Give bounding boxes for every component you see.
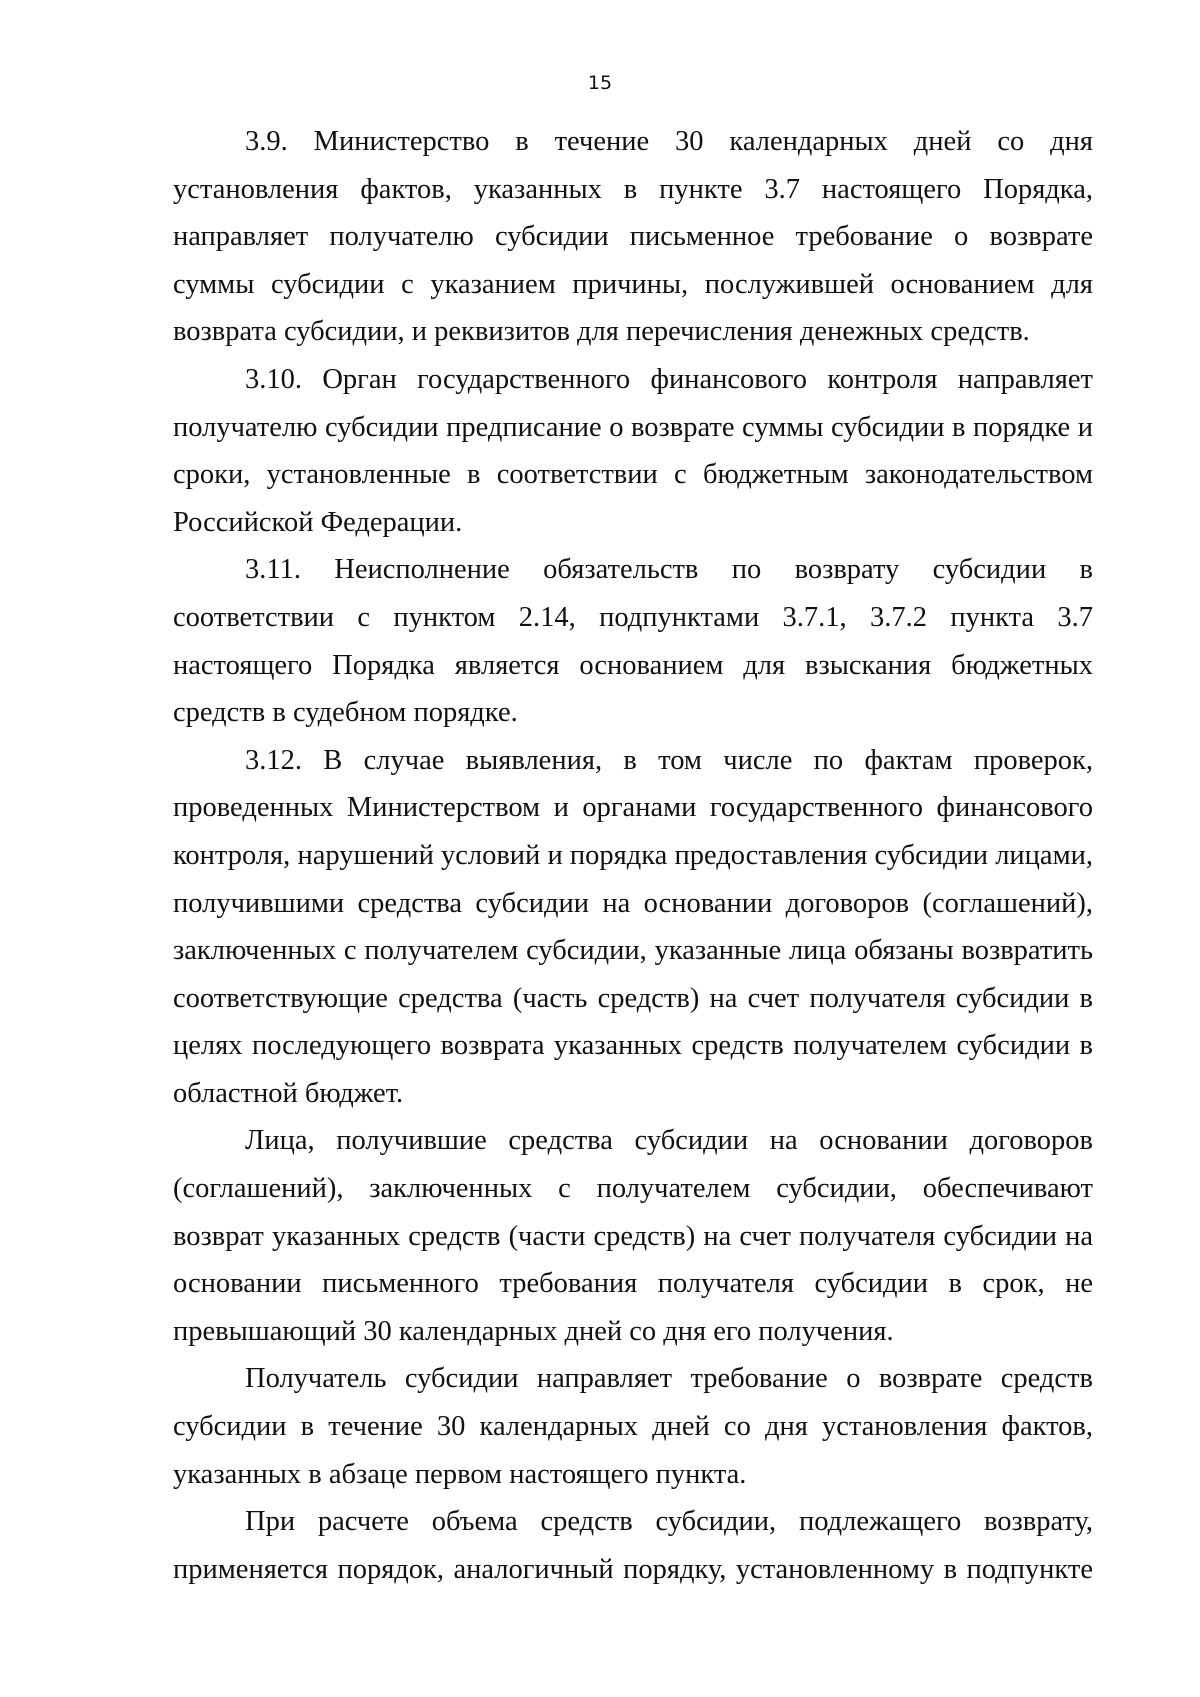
paragraph-3-12: 3.12. В случае выявления, в том числе по фактам проверок, проведенных Министерством и органами государственного финансового контроля, нарушений условий и порядка предоставления субсидии лицами, получившими средства субсидии на основании договоров (соглашений), заключенных с получателем субсидии, указанные лица обязаны возвратить соответствующие средства (часть средств) на счет получателя субсидии в целях последующего возврата указанных средств получателем субсидии в областной бюджет. <box>173 744 1093 1109</box>
document-body <box>173 118 1093 1593</box>
paragraph-3-12-third: Получатель субсидии направляет требование о возврате средств субсидии в течение 30 календарных дней со дня установления фактов, указанных в абзаце первом настоящего пункта. <box>173 1363 1093 1490</box>
paragraph-3-12-fourth: При расчете объема средств субсидии, подлежащего возврату, применяется порядок, аналогичный порядку, установленному в подпункте <box>173 1506 1093 1585</box>
paragraph-3-9: 3.9. Министерство в течение 30 календарных дней со дня установления фактов, указанных в пункте 3.7 настоящего Порядка, направляет получателю субсидии письменное требование о возврате суммы субсидии с указанием причины, послужившей основанием для возврата субсидии, и реквизитов для перечисления денежных средств. <box>173 126 1093 348</box>
paragraph-3-11: 3.11. Неисполнение обязательств по возврату субсидии в соответствии с пунктом 2.14, подпунктами 3.7.1, 3.7.2 пункта 3.7 настоящего Порядка является основанием для взыскания бюджетных средств в судебном порядке. <box>173 554 1093 729</box>
paragraph-3-10: 3.10. Орган государственного финансового контроля направляет получателю субсидии предписание о возврате суммы субсидии в порядке и сроки, установленные в соответствии с бюджетным законодательством Российской Федерации. <box>173 363 1093 538</box>
paragraph-3-12-second: Лица, получившие средства субсидии на основании договоров (соглашений), заключенных с получателем субсидии, обеспечивают возврат указанных средств (части средств) на счет получателя субсидии на основании письменного требования получателя субсидии в срок, не превышающий 30 календарных дней со дня его получения. <box>173 1125 1093 1347</box>
page-number: 15 <box>587 72 613 94</box>
